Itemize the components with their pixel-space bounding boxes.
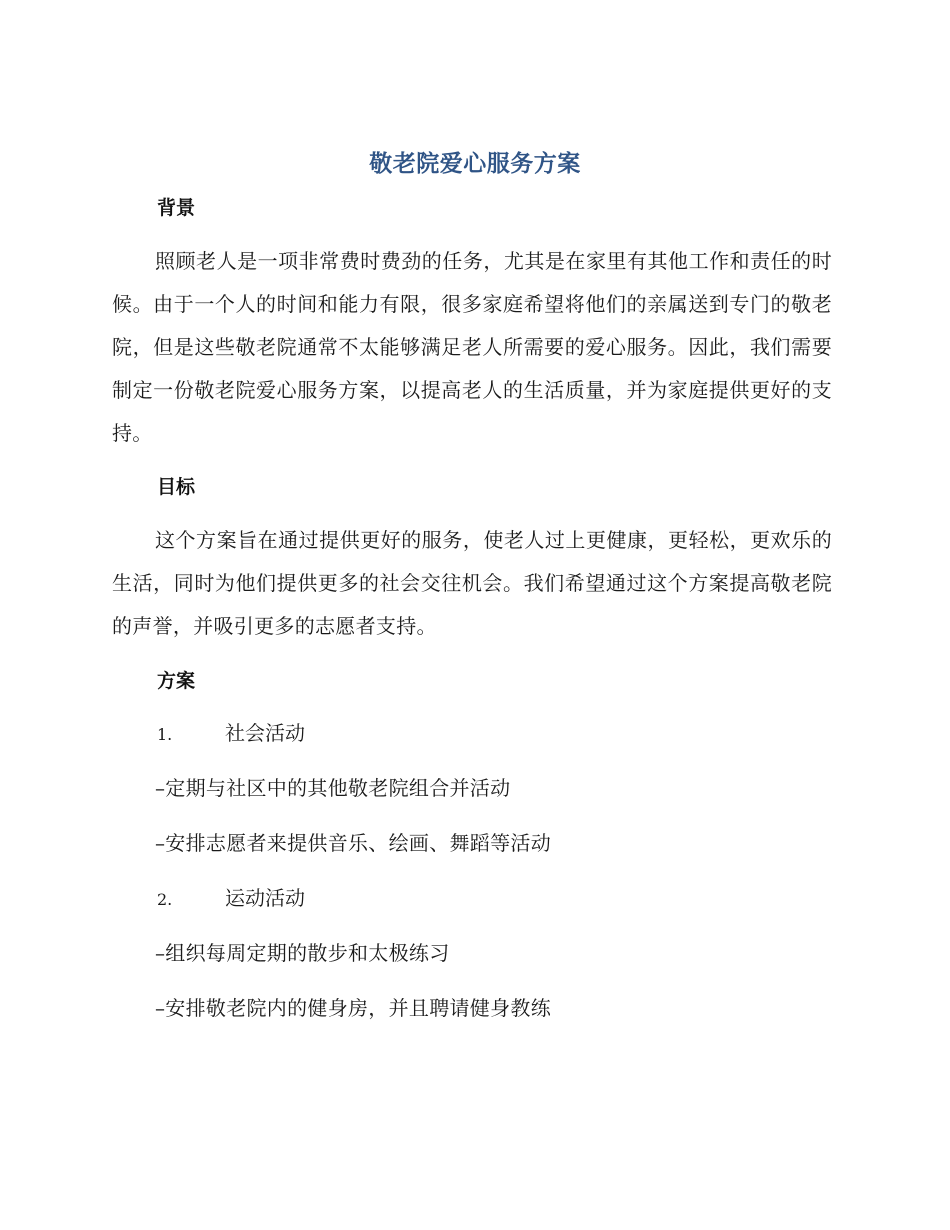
section-heading-goal: 目标 [157,476,196,498]
list-item [157,718,305,750]
document-title: 敬老院爱心服务方案 [369,151,581,177]
list-item-number: 1. [157,725,173,744]
list-item-bullet: –安排敬老院内的健身房，并且聘请健身教练 [155,996,551,1020]
list-item-bullet: –组织每周定期的散步和太极练习 [155,941,450,965]
list-item-label: 运动活动 [225,886,305,910]
list-item-bullet: –安排志愿者来提供音乐、绘画、舞蹈等活动 [155,831,551,855]
list-item-label: 社会活动 [225,721,305,745]
list-item [157,883,305,915]
list-item-bullet: –定期与社区中的其他敬老院组合并活动 [155,776,511,800]
paragraph-goal: 这个方案旨在通过提供更好的服务，使老人过上更健康，更轻松，更欢乐的生活，同时为他们提供更多的社会交往机会。我们希望通过这个方案提高敬老院的声誉，并吸引更多的志愿者支持。 [112,528,832,638]
section-heading-plan: 方案 [157,670,196,692]
paragraph-background: 照顾老人是一项非常费时费劲的任务，尤其是在家里有其他工作和责任的时候。由于一个人的时间和能力有限，很多家庭希望将他们的亲属送到专门的敬老院，但是这些敬老院通常不太能够满足老人所需要的爱心服务。因此，我们需要制定一份敬老院爱心服务方案，以提高老人的生活质量，并为家庭提供更好的支持。 [112,249,832,445]
section-heading-background: 背景 [157,197,196,219]
list-item-number: 2. [157,890,173,909]
